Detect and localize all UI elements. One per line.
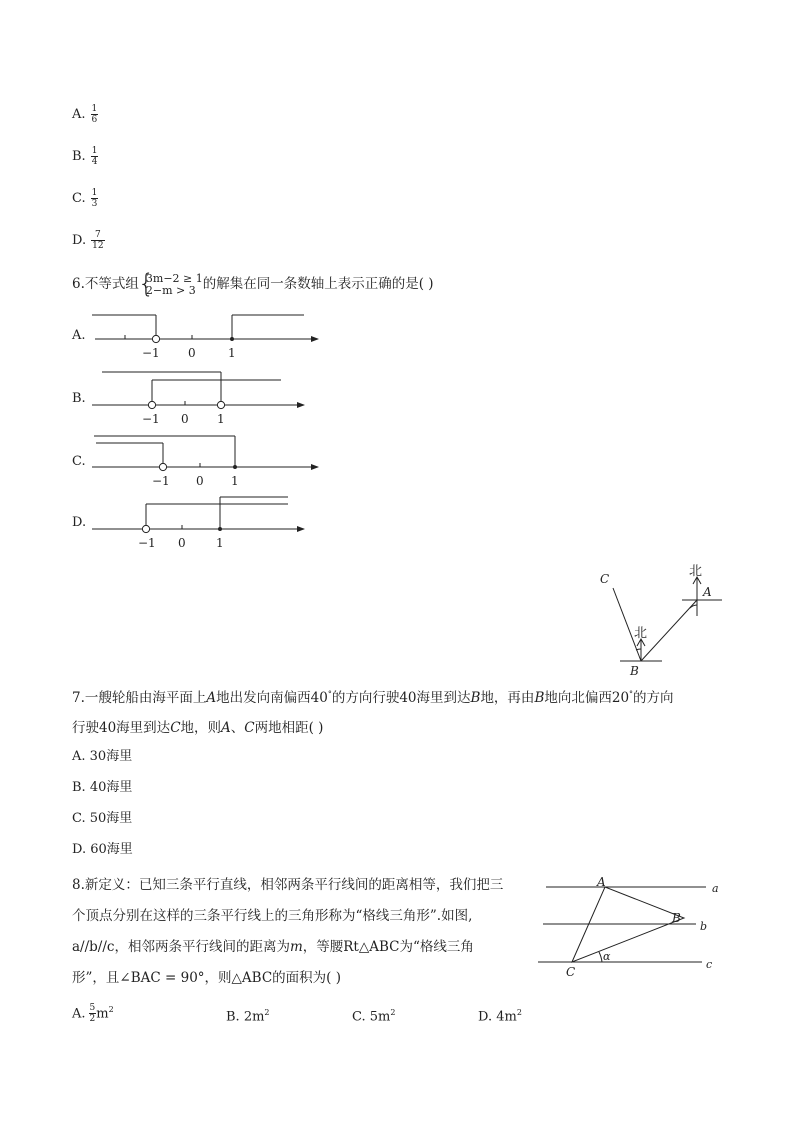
point-label-a: A: [703, 585, 712, 599]
q8-stem-line2: 个顶点分别在这样的三条平行线上的三角形称为“格线三角形”.如图,: [72, 908, 473, 924]
inequality-system: { 3m−2 ≥ 1 2−m > 3: [139, 273, 203, 297]
q8-option-a: A. $\frac{5}{2}$ $m^2$: [72, 1003, 114, 1025]
tick-label: 1: [228, 346, 236, 360]
tick-label: −1: [152, 474, 170, 488]
line-label-b: b: [700, 920, 708, 933]
fraction: $\frac{1}{3}$: [91, 188, 98, 209]
fraction: $\frac{7}{12}$: [92, 230, 104, 251]
q7-stem-line2: 行驶40海里到达C地，则A、C两地相距( ): [72, 720, 324, 736]
q8-stem-line1: 8.新定义：已知三条平行直线，相邻两条平行线间的距离相等，我们把三: [72, 877, 504, 893]
tick-label: 0: [178, 536, 186, 550]
tick-label: 1: [216, 536, 224, 550]
tick-label: 0: [188, 346, 196, 360]
north-label: 北: [634, 626, 648, 641]
q6-label-b: B.: [72, 391, 86, 406]
fraction: $\frac{1}{6}$: [91, 104, 98, 125]
vertex-label-a: A: [597, 875, 606, 889]
tick-label: −1: [142, 346, 160, 360]
q6-label-a: A.: [72, 328, 86, 343]
fraction: $\frac{5}{2}$: [89, 1003, 96, 1025]
q5-option-a: A. $\frac{1}{6}$: [72, 104, 98, 125]
tick-label: 0: [196, 474, 204, 488]
q8-option-c: C. $5m^2$: [352, 1008, 396, 1025]
q8-option-d: D. $4m^2$: [478, 1008, 522, 1025]
q5-option-b: B. $\frac{1}{4}$: [72, 146, 98, 167]
tick-label: −1: [138, 536, 156, 550]
vertex-label-b: B: [672, 911, 681, 925]
line-label-c: c: [706, 958, 713, 971]
q6-label-c: C.: [72, 454, 86, 469]
q8-option-b: B. $2m^2$: [226, 1008, 270, 1025]
q7-option-b: B. 40海里: [72, 780, 133, 795]
angle-alpha-label: α: [603, 950, 611, 963]
point-label-c: C: [600, 572, 610, 586]
q7-option-a: A. 30海里: [72, 749, 133, 764]
q7-stem-line1: 7.一艘轮船由海平面上A地出发向南偏西40°的方向行驶40海里到达B地，再由B地向北偏西20°的方向: [72, 689, 674, 706]
fraction: $\frac{1}{4}$: [91, 146, 98, 167]
tick-label: 1: [217, 412, 225, 426]
q7-option-c: C. 50海里: [72, 811, 133, 826]
q8-stem-line3: a//b//c，相邻两条平行线间的距离为m，等腰Rt△ABC为“格线三角: [72, 939, 474, 955]
tick-label: −1: [142, 412, 160, 426]
q6-label-d: D.: [72, 515, 87, 530]
vertex-label-c: C: [566, 965, 576, 979]
point-label-b: B: [630, 664, 639, 678]
north-label: 北: [689, 564, 703, 579]
tick-label: 1: [231, 474, 239, 488]
q8-stem-line4: 形”，且∠BAC = 90°，则△ABC的面积为( ): [72, 970, 341, 986]
q7-option-d: D. 60海里: [72, 842, 133, 857]
line-label-a: a: [712, 882, 719, 895]
q5-option-d: D. $\frac{7}{12}$: [72, 230, 104, 251]
tick-label: 0: [181, 412, 189, 426]
q6-stem: 6.不等式组 { 3m−2 ≥ 1 2−m > 3 的解集在同一条数轴上表示正确的是( ): [72, 272, 434, 297]
q5-option-c: C. $\frac{1}{3}$: [72, 188, 98, 209]
